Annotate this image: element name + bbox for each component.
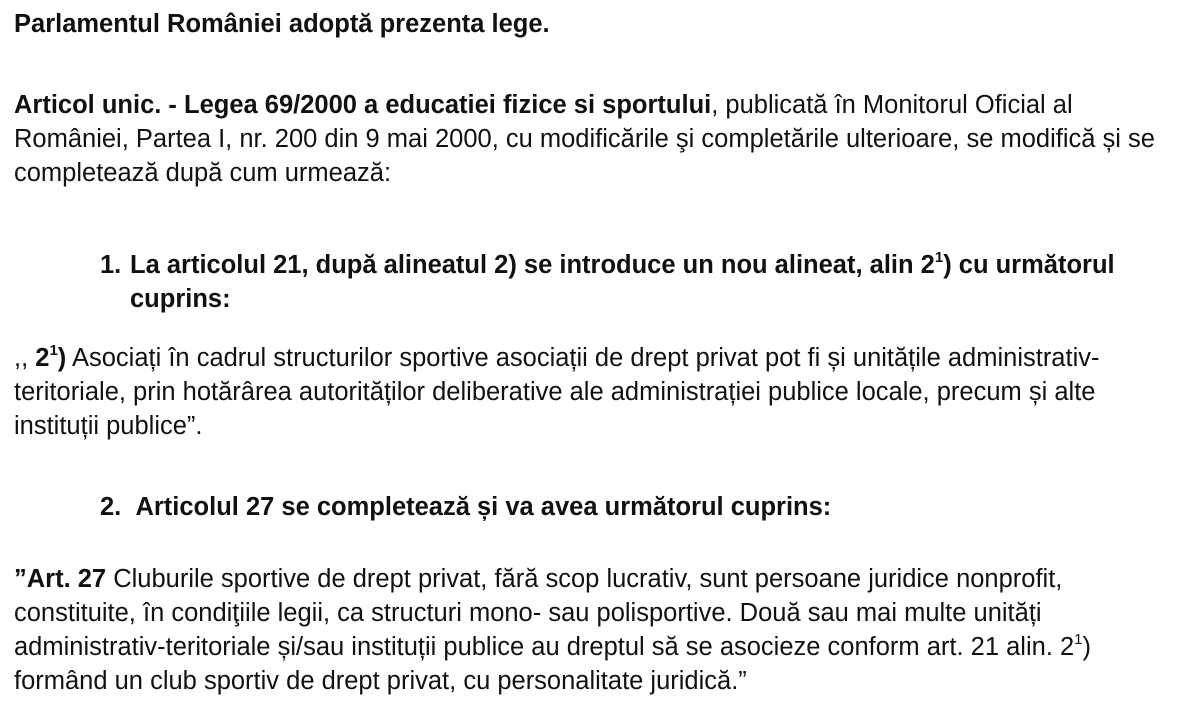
- enactment-text: Parlamentul României adoptă prezenta lege.: [14, 10, 550, 38]
- quote-1-label-end: ): [57, 344, 67, 372]
- quoted-article-27: [14, 562, 1186, 698]
- enactment-formula: [14, 7, 1186, 41]
- article-unic-lead: Articol unic. - Legea 69/2000 a educatiei fizice si sportului: [14, 91, 712, 119]
- amendment-item-1-sup: 1: [934, 248, 944, 266]
- amendment-item-1: [100, 248, 1186, 316]
- quote-1-text: Asociați în cadrul structurilor sportive asociații de drept privat pot fi și unitățile administrativ-teritoriale, prin hotărârea autorităților deliberative ale administrației publice locale, precum și alte instituții publice”.: [14, 344, 1100, 440]
- quote-1-open-mark: ,,: [14, 344, 36, 372]
- quote-2-text: Cluburile sportive de drept privat, fără scop lucrativ, sunt persoane juridice nonprofit, constituite, în condiţiile legii, ca structuri mono- sau polisportive. Două sau mai multe unități administrativ-teritoriale și/sau instituții publice au dreptul să se asocieze conform art. 21 alin. 2: [14, 565, 1075, 661]
- quote-2-sup: 1: [1074, 630, 1083, 648]
- article-unic-paragraph: [14, 88, 1186, 190]
- quote-2-lead: ”Art. 27: [14, 565, 107, 593]
- quoted-paragraph-2-1: [14, 341, 1186, 443]
- amendment-item-2-text: Articolul 27 se completează și va avea următorul cuprins:: [135, 493, 832, 521]
- amendment-item-2: [100, 490, 1186, 524]
- amendment-item-1-text-main: La articolul 21, după alineatul 2) se introduce un nou alineat, alin 2: [130, 251, 935, 279]
- quote-1-label-sup: 1: [49, 341, 58, 359]
- quote-1-label: [35, 341, 67, 372]
- quote-2-text-end: ) formând un club sportiv de drept privat, cu personalitate juridică.”: [14, 633, 1092, 695]
- amendment-item-1-number: 1.: [100, 251, 122, 279]
- amendment-item-1-text: [100, 248, 1186, 316]
- article-unic-text: , publicată în Monitorul Oficial al României, Partea I, nr. 200 din 9 mai 2000, cu modificările şi completările ulterioare, se modifică și se completează după cum urmează:: [14, 91, 1155, 187]
- quote-1-label-number: 2: [35, 344, 50, 372]
- amendment-item-2-number: 2.: [100, 493, 122, 521]
- amendment-item-1-text-end: ) cu următorul cuprins:: [130, 251, 1115, 313]
